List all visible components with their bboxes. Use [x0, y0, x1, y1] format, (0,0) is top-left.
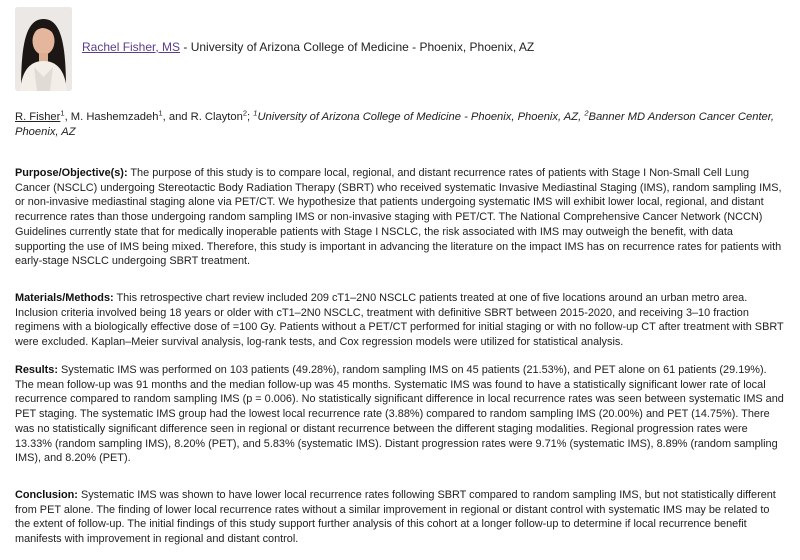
byline-affiliation: Banner MD Anderson Cancer Center, Phoenix, AZ — [15, 111, 775, 138]
byline-affiliation: University of Arizona College of Medicine - Phoenix, Phoenix, AZ, — [257, 111, 585, 123]
byline-sup: 2 — [242, 108, 248, 118]
section-methods — [15, 291, 785, 350]
author-avatar — [15, 7, 72, 91]
section-heading: Purpose/Objective(s): — [15, 167, 128, 179]
section-text: Systematic IMS was performed on 103 patients (49.28%), random sampling IMS on 45 patients (21.53%), and PET alone on 61 patients (29.19%). The mean follow-up was 91 months and the median follow-up was 45 months. Systematic IMS was found to have a statistically significant lower rate of local recurrence compared to random sampling IMS (p = 0.006). No statistically significant difference in local recurrence rates was seen between systematic IMS and PET staging. The systematic IMS group had the lowest local recurrence rate (3.88%) compared to random sampling IMS (20.00%) and PET (14.75%). There was no statistically significant difference seen in regional or distant recurrence between the different staging modalities. Regional progression rates were 13.33% (random sampling IMS), 8.20% (PET), and 5.83% (systematic IMS). Distant progression rates were 9.71% (systematic IMS), 8.89% (random sampling IMS), and 8.20% (PET). — [15, 364, 784, 465]
section-results — [15, 363, 785, 466]
byline — [15, 110, 785, 140]
author-card — [15, 6, 785, 92]
section-text: The purpose of this study is to compare local, regional, and distant recurrence rates of patients with Stage I Non-Small Cell Lung Cancer (NSCLC) undergoing Stereotactic Body Radiation Therapy (SBRT) who received systematic Invasive Mediastinal Staging (IMS), random sampling IMS, or non-invasive mediastinal staging alone via PET/CT. We hypothesize that patients undergoing systematic IMS will exhibit lower local, regional, and distant recurrence rates than those undergoing random sampling IMS or non-invasive staging with PET/CT. The National Comprehensive Cancer Network (NCCN) Guidelines currently state that for medically inoperable patients with Stage I NSCLC, the risk associated with IMS may outweigh the benefit, with data supporting the use of IMS being mixed. Therefore, this study is important in advancing the literature on the impact IMS has on recurrence rates for patients with early-stage NSCLC undergoing SBRT treatment. — [15, 167, 782, 268]
section-heading: Results: — [15, 364, 58, 376]
byline-author: , and R. Clayton — [162, 111, 243, 123]
author-name-link[interactable]: Rachel Fisher, MS — [82, 39, 181, 54]
author-affiliation: - University of Arizona College of Medicine - Phoenix, Phoenix, AZ — [180, 39, 535, 54]
byline-sup: 1 — [60, 108, 65, 118]
author-line — [82, 40, 534, 55]
section-conclusion — [15, 488, 785, 547]
byline-author-presenting: R. Fisher — [15, 111, 61, 123]
byline-author: , M. Hashemzadeh — [64, 111, 159, 123]
section-heading: Materials/Methods: — [15, 292, 114, 304]
byline-separator: ; — [247, 111, 254, 123]
byline-sup: 2 — [584, 108, 589, 118]
section-text: Systematic IMS was shown to have lower local recurrence rates following SBRT compared to random sampling IMS, but not statistically different from PET alone. The finding of lower local recurrence rates without a similar improvement in regional or distant control with systematic IMS may be related to the extent of follow-up. The initial findings of this study support further analysis of this cohort at a longer follow-up to determine if local recurrence benefit manifests with improvement in regional and distant control. — [15, 489, 776, 546]
byline-sup: 1 — [253, 108, 258, 118]
author-photo-icon — [15, 7, 72, 91]
section-purpose — [15, 166, 785, 269]
section-heading: Conclusion: — [15, 489, 78, 501]
section-text: This retrospective chart review included 209 cT1–2N0 NSCLC patients treated at one of five locations around an urban metro area. Inclusion criteria involved being 18 years or older with cT1–2N0 NSCLC, treatment with definitive SBRT between 2015-2020, and receiving 3–10 fraction regimens with a biologically effective dose of =100 Gy. Patients without a PET/CT performed for initial staging or with no follow-up CT after treatment with SBRT were excluded. Kaplan–Meier survival analysis, log-rank tests, and Cox regression models were utilized for statistical analysis. — [15, 292, 784, 349]
byline-sup: 1 — [158, 108, 163, 118]
